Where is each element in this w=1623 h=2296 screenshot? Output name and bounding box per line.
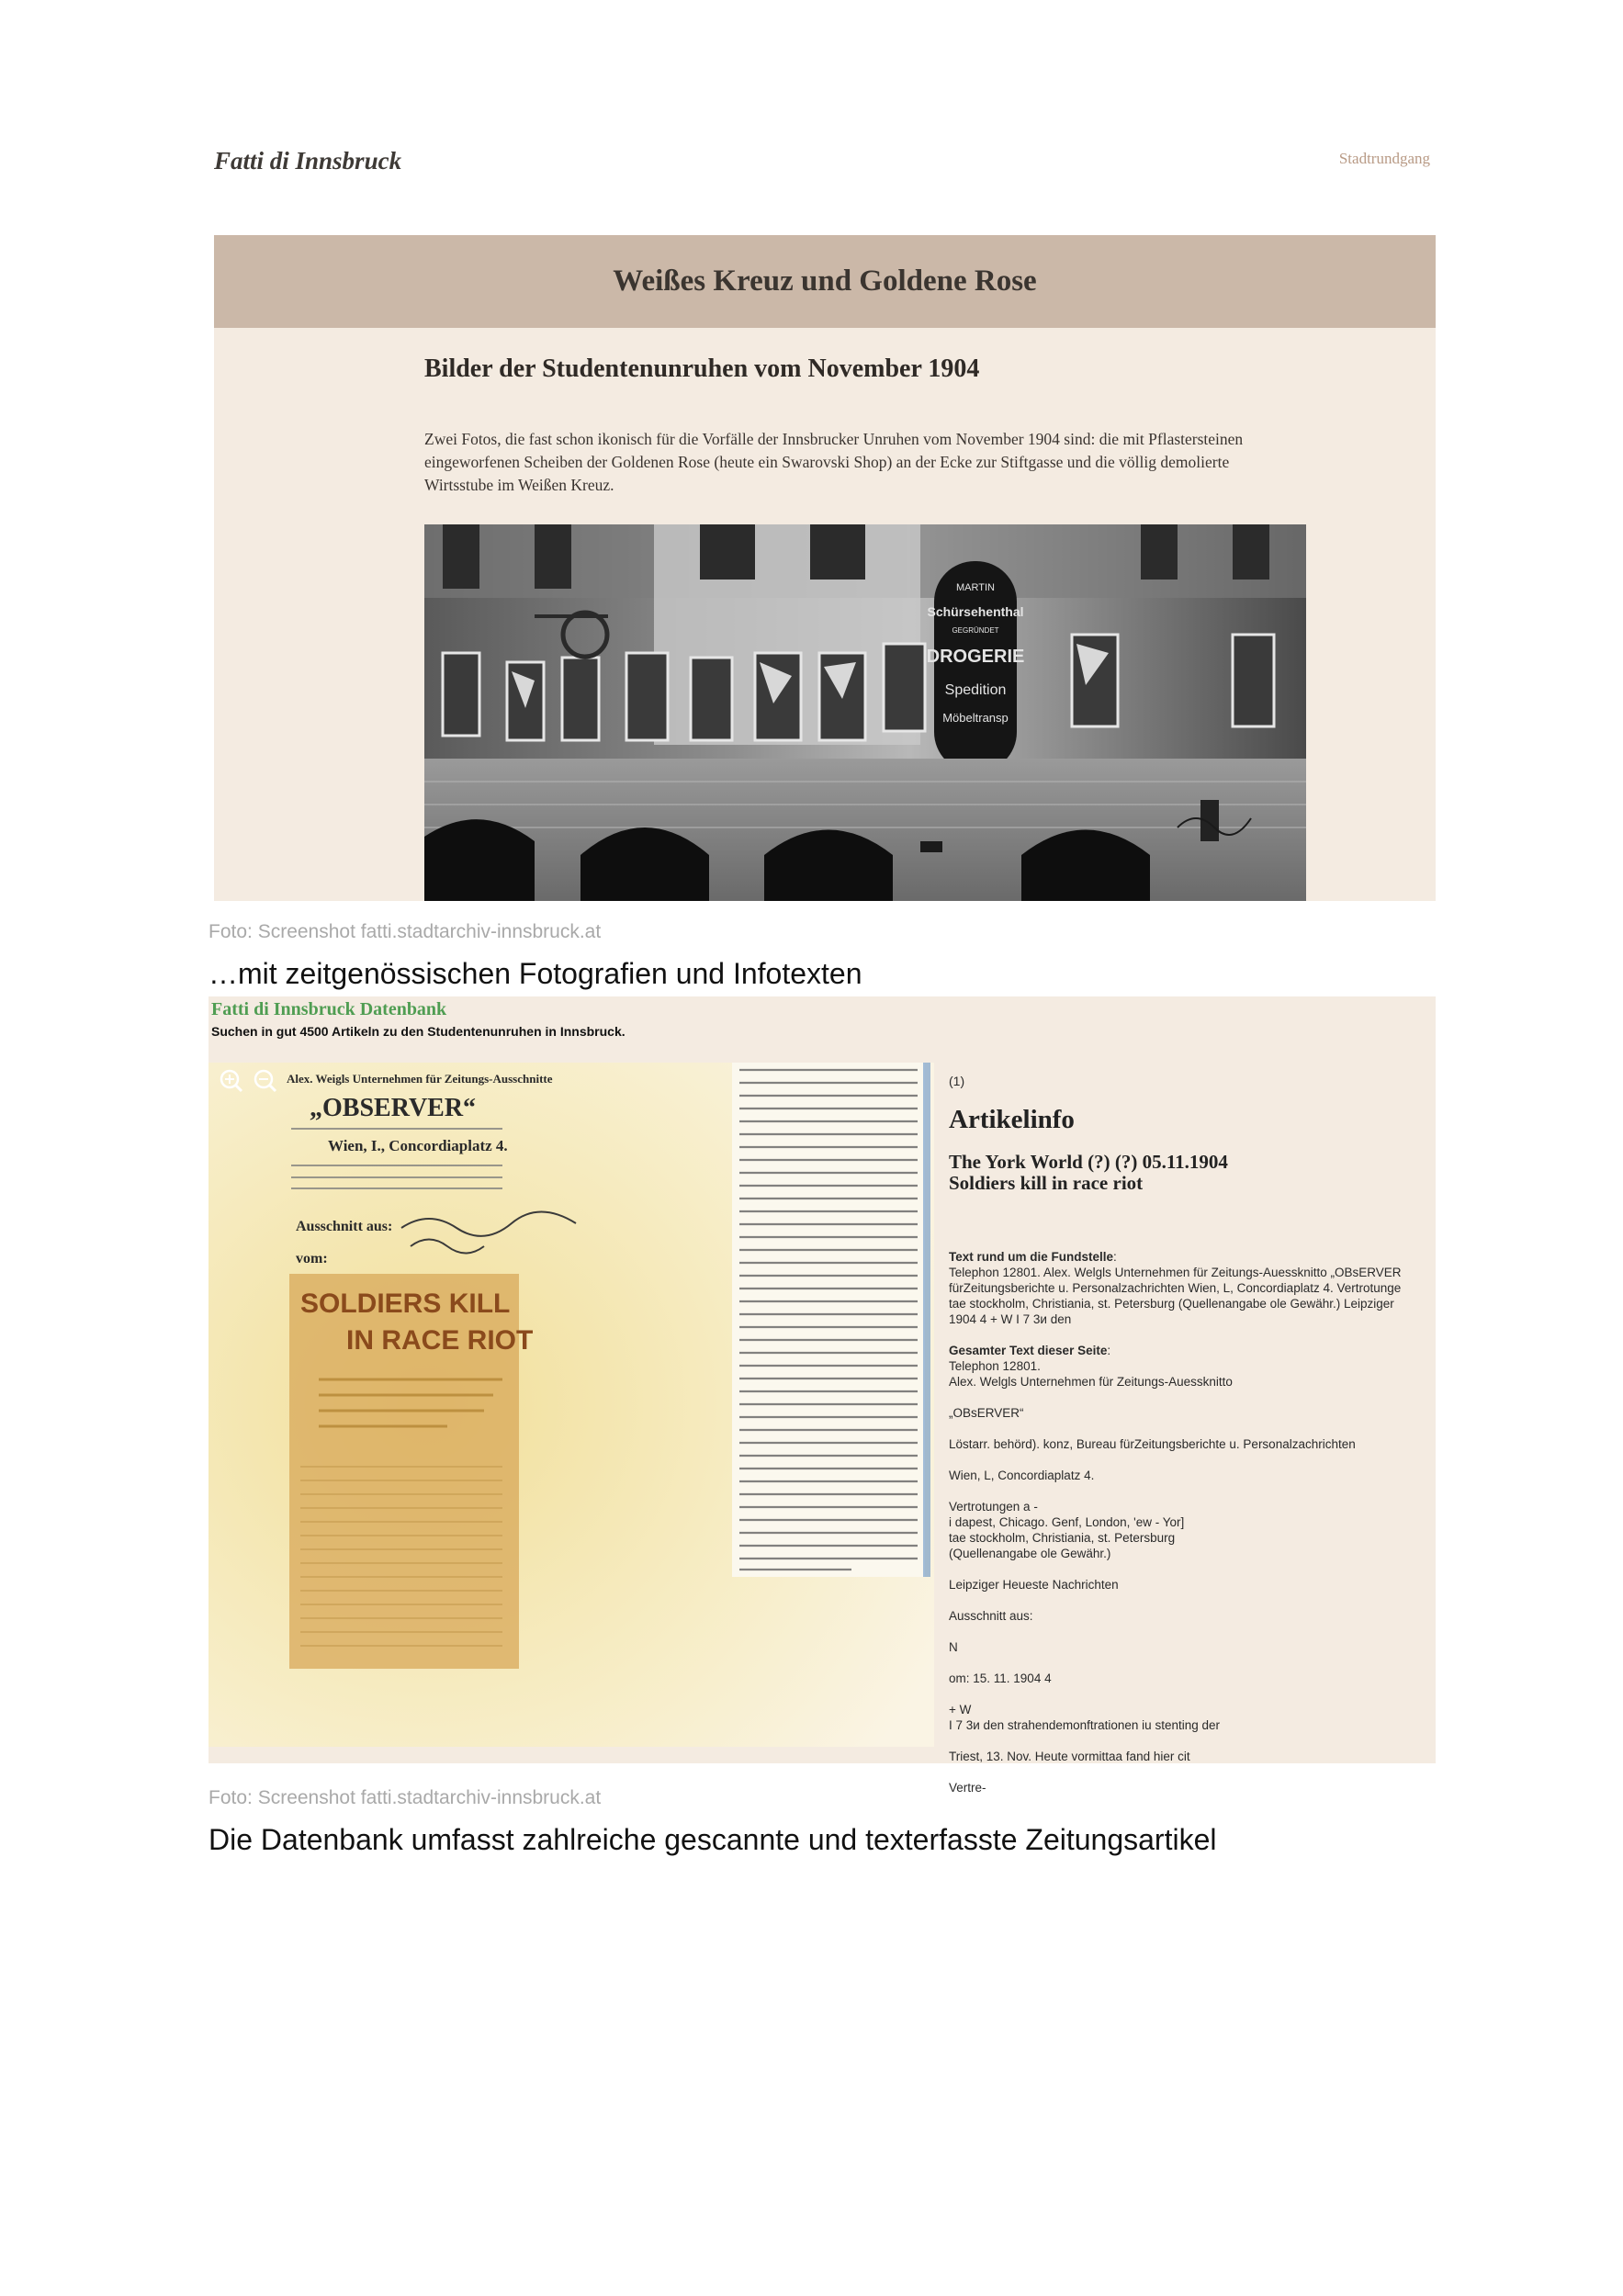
fund-text-line: 1904 4 + W I 7 3и den (949, 1312, 1072, 1326)
intro-text (424, 428, 1389, 497)
article-source: The York World (?) (?) 05.11.1904 (949, 1151, 1228, 1173)
clipping-address: Wien, I., Concordiaplatz 4. (328, 1137, 508, 1154)
screenshot-database-page (209, 996, 1436, 1795)
page-text-line: Vertrotungen a - (949, 1500, 1038, 1514)
page-text-line (949, 1452, 1436, 1468)
page-text-line (949, 1764, 1436, 1780)
page-text-line (949, 1561, 1436, 1577)
page-text-line: Alex. Welgls Unternehmen für Zeitungs-Auessknitto (949, 1375, 1233, 1389)
page-text-line (949, 1593, 1436, 1608)
page-text-line (949, 1390, 1436, 1405)
fund-text-line: tae stockholm, Christiania, st. Petersburg (Quellenangabe ole Gewähr.) Leipziger (949, 1297, 1394, 1311)
screenshot-site-page (214, 235, 1436, 901)
clipping-headline: IN RACE RIOT (346, 1325, 534, 1356)
intro-line: eingeworfenen Scheiben der Goldenen Rose (heute ein Swarovski Shop) an der Ecke zur Stiftgasse und die völlig demolierte (424, 453, 1230, 471)
page-text-line: Wien, L, Concordiaplatz 4. (949, 1469, 1095, 1482)
fund-text-line: Telephon 12801. Alex. Welgls Unternehmen für Zeitungs-Auessknitto „OBsERVER (949, 1266, 1402, 1279)
newspaper-scan (209, 1063, 934, 1747)
photo-caption: Foto: Screenshot fatti.stadtarchiv-innsbruck.at (209, 921, 602, 942)
lead-text: Die Datenbank umfasst zahlreiche gescannte und texterfasste Zeitungsartikel (209, 1823, 1217, 1856)
page-text-line: Telephon 12801. (949, 1359, 1041, 1373)
article-number: (1) (949, 1074, 965, 1088)
clipping-brand: „OBSERVER“ (310, 1094, 477, 1122)
article-info (949, 1063, 1436, 1795)
article-text: Text rund um die Fundstelle: Telephon 12801. Alex. Welgls Unternehmen für Zeitungs-Auessknitto „OBsERVER fürZeitungsberichte u. Personalzachrichten Wien, L, Concordiaplatz 4. Vertrotunge tae stockholm, Christiania, st. Petersburg (Quellenangabe ole Gewähr.) Leipziger 1904 4 + W I 7 3и den Gesamter Text dieser Seite: Telephon 12801. Alex. Welgls Unternehmen für Zeitungs-Auessknitto „OBsERVER“ Löstarr. behörd). konz, Bureau fürZeitungsberichte u. Personalzachrichten Wien, L, Concordiaplatz 4. Vertrotungen a - i dapest, Chicago. Genf, London, 'ew - Yor] tae stockholm, Christiania, st. Petersburg (Quellenangabe ole Gewähr.) Leipziger Heueste Nachrichten Ausschnitt aus: N om: 15. 11. 1904 4 + W I 7 3и den strahendemonftrationen iu stenting der Triest, 13. Nov. Heute vormittaa fand hier cit Vertre- (949, 1249, 1436, 1795)
nav-link-stadtrundgang[interactable]: Stadtrundgang (1338, 150, 1430, 167)
page-text-line (949, 1686, 1436, 1702)
clipping-header: Alex. Weigls Unternehmen für Zeitungs-Ausschnitte (287, 1072, 553, 1086)
database-subtitle: Suchen in gut 4500 Artikeln zu den Studentenunruhen in Innsbruck. (211, 1024, 626, 1039)
clipping-ausschnitt-label: Ausschnitt aus: (296, 1219, 393, 1234)
page-text-line: (Quellenangabe ole Gewähr.) (949, 1547, 1111, 1560)
section-heading: Bilder der Studentenunruhen vom November 1904 (424, 355, 980, 383)
article-info-heading: Artikelinfo (949, 1105, 1075, 1134)
fund-label: Text rund um die Fundstelle (949, 1250, 1114, 1264)
page-text-line: tae stockholm, Christiania, st. Petersburg (949, 1531, 1176, 1545)
database-title: Fatti di Innsbruck Datenbank (211, 999, 447, 1019)
page-text-line: Löstarr. behörd). konz, Bureau fürZeitungsberichte u. Personalzachrichten (949, 1437, 1356, 1451)
site-title: Fatti di Innsbruck (214, 147, 402, 174)
intro-line: Zwei Fotos, die fast schon ikonisch für die Vorfälle der Innsbrucker Unruhen vom November 1904 sind: die mit Pflastersteinen (424, 430, 1244, 448)
page-text-line: om: 15. 11. 1904 4 (949, 1671, 1052, 1685)
sign-text: Schürsehenthal (927, 604, 1024, 619)
clipping-vom-label: vom: (296, 1251, 328, 1266)
photo-caption: Foto: Screenshot fatti.stadtarchiv-innsbruck.at (209, 1787, 602, 1808)
page-text-line: Leipziger Heueste Nachrichten (949, 1578, 1119, 1592)
article-title: Soldiers kill in race riot (949, 1172, 1144, 1194)
page-text-line: + W (949, 1703, 972, 1716)
page-text-line: I 7 3и den strahendemonftrationen iu stenting der (949, 1718, 1220, 1732)
sign-text: Möbeltransp (942, 711, 1009, 725)
historic-street-photo (424, 524, 1306, 901)
sign-text: DROGERIE (926, 647, 1025, 667)
page-title: Weißes Kreuz und Goldene Rose (613, 264, 1037, 298)
page-text-line (949, 1483, 1436, 1499)
sign-text: GEGRÜNDET (952, 626, 999, 635)
gesamt-label: Gesamter Text dieser Seite (949, 1344, 1108, 1357)
page-text-line: „OBsERVER“ (949, 1406, 1024, 1420)
page-text-line: Ausschnitt aus: (949, 1609, 1033, 1623)
clipping-headline: SOLDIERS KILL (300, 1289, 511, 1319)
page-text-line (949, 1655, 1436, 1671)
sign-text: MARTIN (956, 582, 995, 593)
fund-text-line: fürZeitungsberichte u. Personalzachrichten Wien, L, Concordiaplatz 4. Vertrotunge (949, 1281, 1402, 1295)
intro-line: Wirtsstube im Weißen Kreuz. (424, 476, 614, 494)
sign-text: Spedition (944, 682, 1007, 698)
page-text-line: N (949, 1640, 958, 1654)
page-header-bar (214, 235, 1436, 328)
lead-text: …mit zeitgenössischen Fotografien und Infotexten (209, 957, 862, 990)
page-text-line: Vertre- (949, 1781, 986, 1795)
page-text-line (949, 1624, 1436, 1639)
page-text-line: Triest, 13. Nov. Heute vormittaa fand hier cit (949, 1750, 1190, 1763)
page-text-line (949, 1421, 1436, 1436)
page-text-line (949, 1733, 1436, 1749)
page-text-line: i dapest, Chicago. Genf, London, 'ew - Yor] (949, 1515, 1185, 1529)
